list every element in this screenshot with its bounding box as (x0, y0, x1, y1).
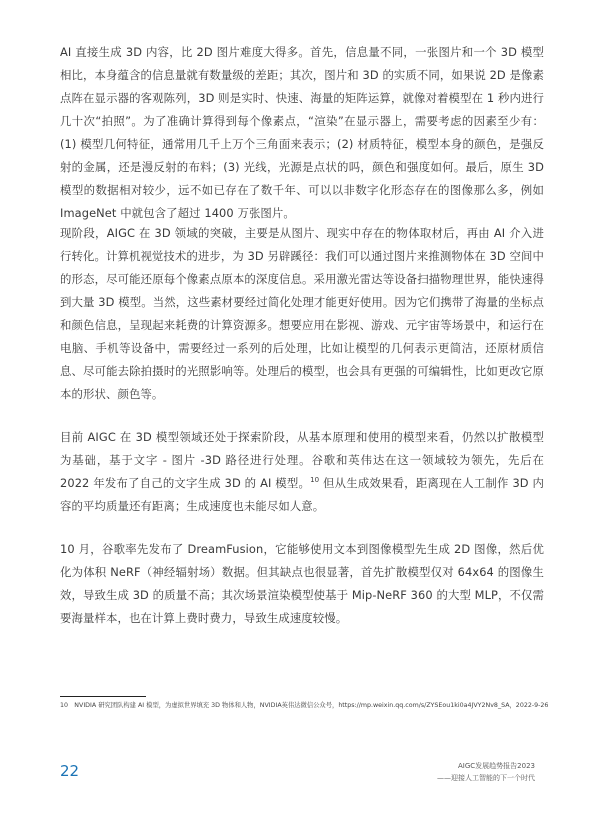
report-title: AIGC发展趋势报告2023 (458, 762, 535, 770)
page-number: 22 (60, 762, 80, 780)
report-subtitle: ——迎接人工智能的下一个时代 (437, 774, 535, 782)
paragraph-text: 但从生成效果看，距离现在人工制作 3D 内容的平均质量还有距离；生成速度也未能尽如人意。 (60, 476, 544, 513)
paragraph: AI 直接生成 3D 内容，比 2D 图片难度大得多。首先，信息量不同，一张图片和一个 3D 模型相比，本身蕴含的信息量就有数量级的差距；其次，图片和 3D 的实质不同，如果说 2D 是像素点阵在显示器的客观陈列，3D 则是实时、快速、海量的矩阵运算，就像对着模型在 1 秒内进行几十次“拍照”。为了准确计算得到每个像素点，“渲染”在显示器上，需要考虑的因素至少有：(1) 模型几何特征，通常用几千上万个三角面来表示；(2) 材质特征，模型本身的颜色，是强反射的金属，还是漫反射的布料；(3) 光线，光源是点状的吗，颜色和强度如何。最后，原生 3D 模型的数据相对较少，远不如已存在了数千年、可以以非数字化形态存在的图像那么多，例如 ImageNet 中就包含了超过 1400 万张图片。 (60, 45, 544, 220)
footnote-divider (60, 696, 146, 697)
paragraph-text: 目前 AIGC 在 3D 模型领域还处于探索阶段，从基本原理和使用的模型来看，仍然以扩散模型为基础，基于文字 - 图片 -3D 路径进行处理。谷歌和英伟达在这一领域较为领先，先后在 2022 年发布了自己的文字生成 3D 的 AI 模型。 (60, 430, 544, 490)
footnote: 10 NVIDIA 研究团队构建 AI 模型，为虚拟世界填充 3D 物体和人物，NVIDIA英伟达微信公众号，https://mp.weixin.qq.com/s/ZYSEou1ki0a4JVY2Nv8_SA，2022-9-26 (60, 702, 549, 709)
paragraph: 现阶段，AIGC 在 3D 领域的突破，主要是从图片、现实中存在的物体取材后，再由 AI 介入进行转化。计算机视觉技术的进步，为 3D 另辟蹊径：我们可以通过图片来推测物体在 3D 空间中的形态，尽可能还原每个像素点原本的深度信息。采用激光雷达等设备扫描物理世界，能快速得到大量 3D 模型。当然，这些素材要经过简化处理才能更好使用。因为它们携带了海量的坐标点和颜色信息，呈现起来耗费的计算资源多。想要应用在影视、游戏、元宇宙等场景中，和运行在电脑、手机等设备中，需要经过一系列的后处理，比如让模型的几何表示更简洁，还原材质信息、尽可能去除拍摄时的光照影响等。处理后的模型，也会具有更强的可编辑性，比如更改它原本的形状、颜色等。 (60, 226, 544, 401)
footnote-reference[interactable]: 10 (310, 476, 320, 485)
paragraph (60, 426, 544, 518)
paragraph: 10 月，谷歌率先发布了 DreamFusion，它能够使用文本到图像模型先生成 2D 图像，然后优化为体积 NeRF（神经辐射场）数据。但其缺点也很显著，首先扩散模型仅对 64x64 的图像生效，导致生成 3D 的质量不高；其次场景渲染模型使基于 Mip-NeRF 360 的大型 MLP，不仅需要海量样本，也在计算上费时费力，导致生成速度较慢。 (60, 542, 544, 625)
